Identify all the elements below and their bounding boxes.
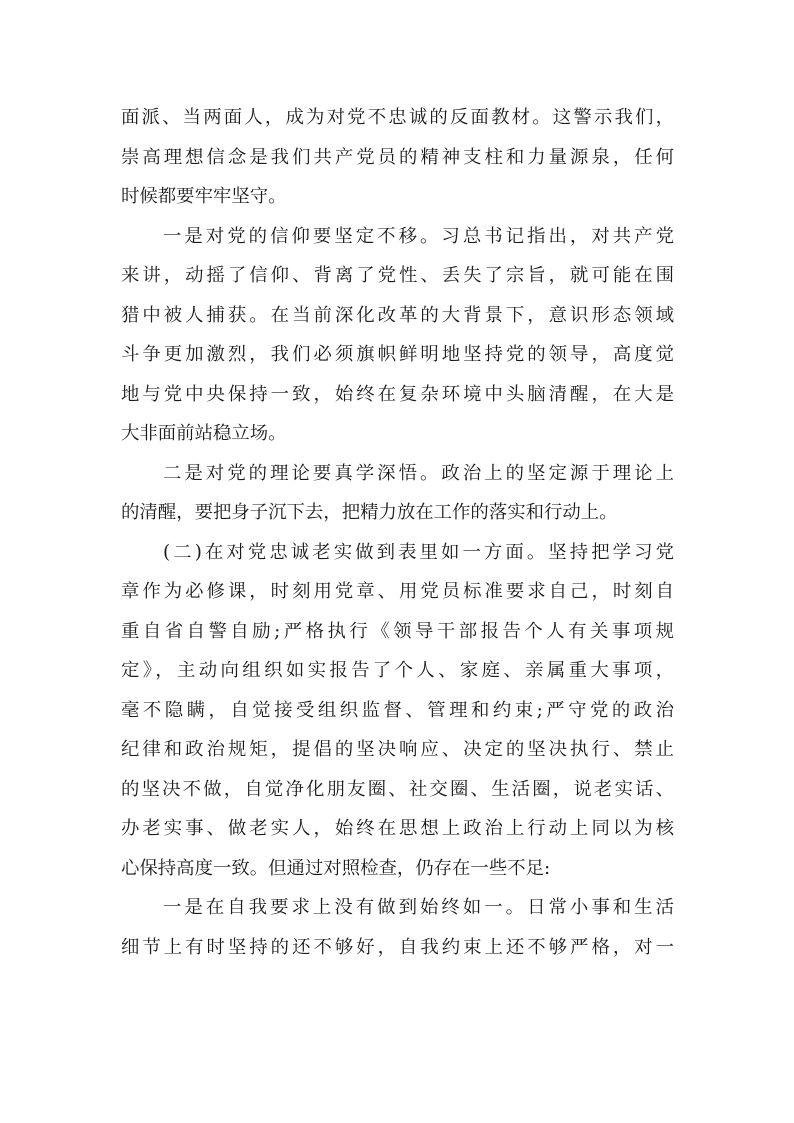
text-line: 章作为必修课，时刻用党章、用党员标准要求自己，时刻自	[121, 581, 674, 602]
text-line: 来讲，动摇了信仰、背离了党性、丢失了宗旨，就可能在围	[121, 265, 674, 286]
text-line: 猎中被人捕获。在当前深化改革的大背景下，意识形态领域	[121, 304, 674, 326]
text-line: 细节上有时坚持的还不够好，自我约束上还不够严格，对一	[121, 936, 674, 958]
text-line: 办老实事、做老实人，始终在思想上政治上行动上同以为核	[121, 818, 674, 839]
text-line: 定》，主动向组织如实报告了个人、家庭、亲属重大事项，	[121, 660, 674, 681]
text-line: 地与党中央保持一致，始终在复杂环境中头脑清醒，在大是	[121, 383, 674, 405]
body-text	[121, 98, 674, 967]
text-line: 面派、当两面人，成为对党不忠诚的反面教材。这警示我们，	[121, 107, 674, 128]
text-line: 大非面前站稳立场。	[121, 423, 287, 444]
text-line: 二是对党的理论要真学深悟。政治上的坚定源于理论上	[163, 462, 674, 484]
text-line: 崇高理想信念是我们共产党员的精神支柱和力量源泉，任何	[121, 146, 674, 168]
text-line: 重自省自警自励;严格执行《领导干部报告个人有关事项规	[121, 620, 674, 642]
text-line: 心保持高度一致。但通过对照检查，仍存在一些不足:	[121, 857, 551, 879]
text-line: 的清醒，要把身子沉下去，把精力放在工作的落实和行动上。	[121, 502, 618, 523]
text-line: 一是在自我要求上没有做到始终如一。日常小事和生活	[163, 897, 674, 918]
text-line: 一是对党的信仰要坚定不移。习总书记指出，对共产党	[163, 225, 674, 247]
text-line: 的坚决不做，自觉净化朋友圈、社交圈、生活圈，说老实话、	[121, 778, 674, 800]
text-line: 时候都要牢牢坚守。	[121, 186, 287, 207]
text-line: 斗争更加激烈，我们必须旗帜鲜明地坚持党的领导，高度觉	[121, 344, 674, 365]
text-line: 毫不隐瞒，自觉接受组织监督、管理和约束;严守党的政治	[121, 699, 674, 721]
text-line: (二)在对党忠诚老实做到表里如一方面。坚持把学习党	[163, 541, 674, 563]
text-line: 纪律和政治规矩，提倡的坚决响应、决定的坚决执行、禁止	[121, 739, 674, 760]
